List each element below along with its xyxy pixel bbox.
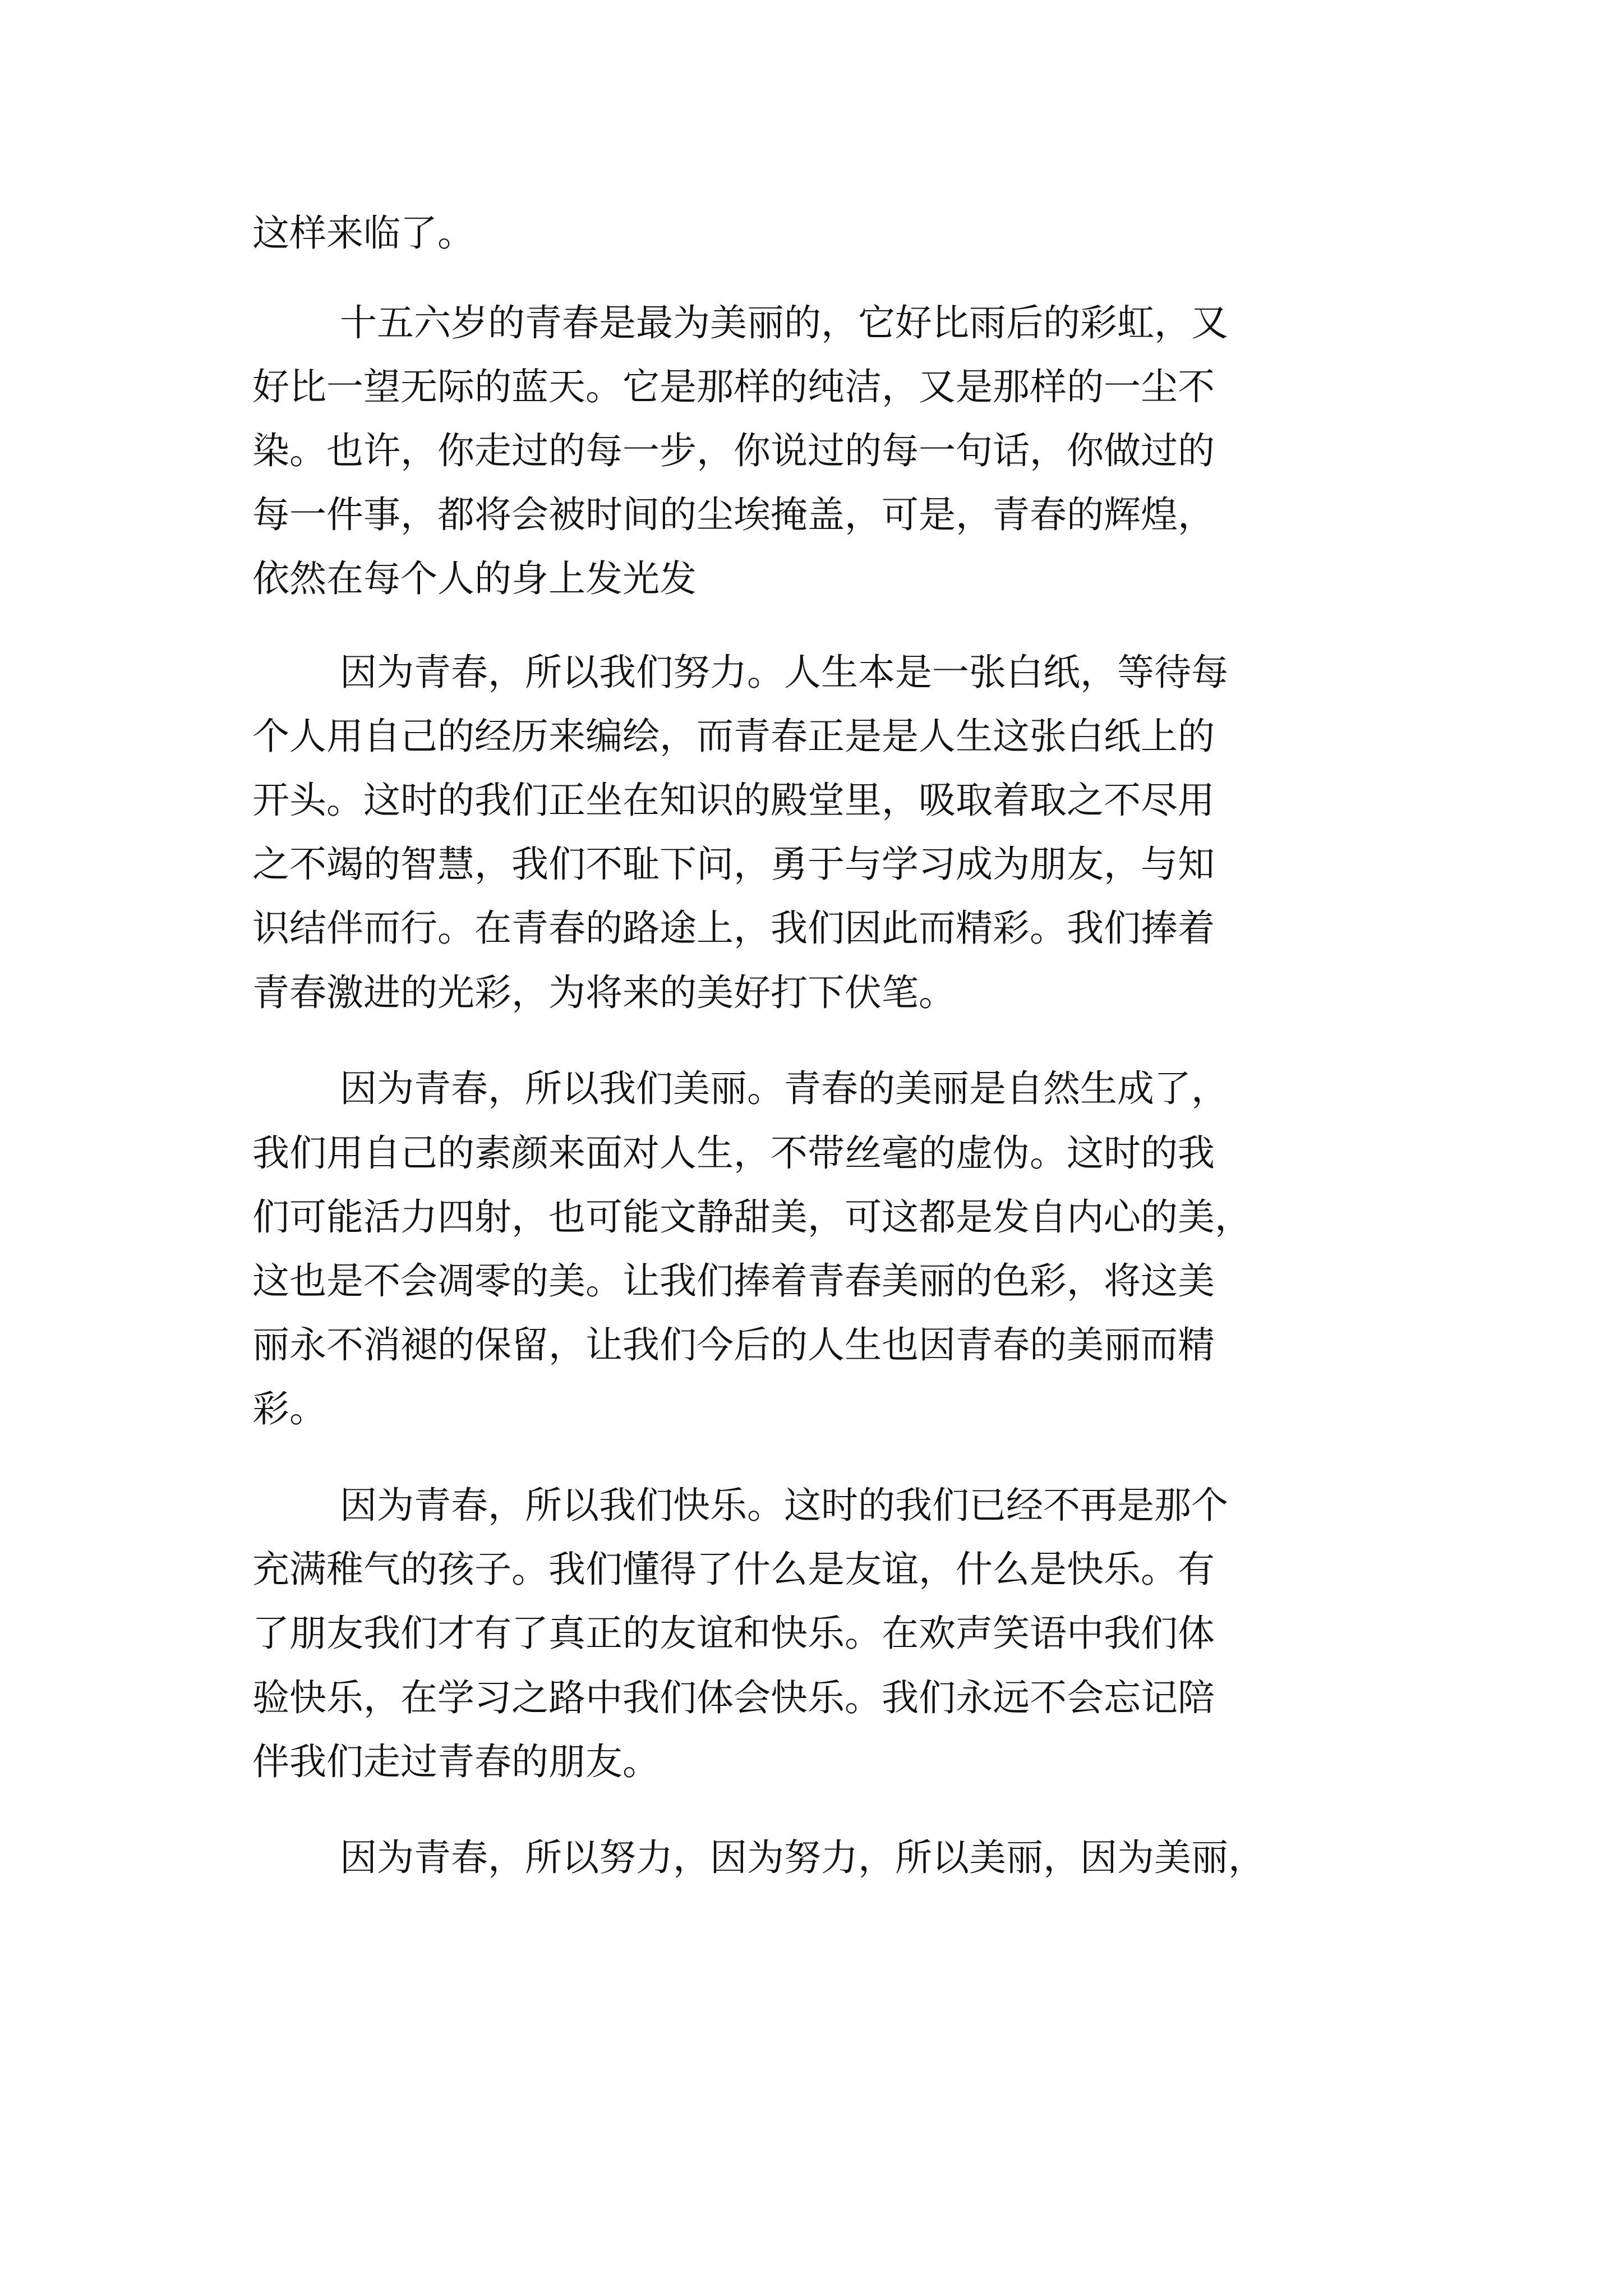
paragraph-first-line: 因为青春，所以努力，因为努力，所以美丽，因为美丽，: [340, 1836, 1265, 1879]
text-line: 每一件事，都将会被时间的尘埃掩盖，可是，青春的辉煌，: [252, 493, 1215, 536]
text-line: 青春激进的光彩，为将来的美好打下伏笔。: [252, 971, 956, 1014]
text-line: 个人用自己的经历来编绘，而青春正是是人生这张白纸上的: [252, 715, 1215, 758]
text-line: 开头。这时的我们正坐在知识的殿堂里，吸取着取之不尽用: [252, 779, 1215, 822]
text-line: 丽永不消褪的保留，让我们今后的人生也因青春的美丽而精: [252, 1323, 1215, 1366]
text-line: 们可能活力四射，也可能文静甜美，可这都是发自内心的美，: [252, 1195, 1252, 1239]
text-line: 之不竭的智慧，我们不耻下问，勇于与学习成为朋友，与知: [252, 843, 1215, 886]
text-line: 这也是不会凋零的美。让我们捧着青春美丽的色彩，将这美: [252, 1259, 1215, 1303]
paragraph-first-line: 因为青春，所以我们努力。人生本是一张白纸，等待每: [340, 651, 1228, 694]
text-line: 好比一望无际的蓝天。它是那样的纯洁，又是那样的一尘不: [252, 365, 1215, 408]
text-line: 充满稚气的孩子。我们懂得了什么是友谊，什么是快乐。有: [252, 1548, 1215, 1591]
text-line: 我们用自己的素颜来面对人生，不带丝毫的虚伪。这时的我: [252, 1131, 1215, 1175]
paragraph-first-line: 十五六岁的青春是最为美丽的，它好比雨后的彩虹，又: [340, 301, 1228, 344]
text-line: 彩。: [252, 1387, 326, 1430]
text-line: 依然在每个人的身上发光发: [252, 557, 697, 600]
text-line: 这样来临了。: [252, 211, 474, 255]
paragraph-first-line: 因为青春，所以我们美丽。青春的美丽是自然生成了，: [340, 1067, 1228, 1110]
text-line: 染。也许，你走过的每一步，你说过的每一句话，你做过的: [252, 429, 1215, 472]
paragraph-first-line: 因为青春，所以我们快乐。这时的我们已经不再是那个: [340, 1484, 1228, 1527]
text-line: 了朋友我们才有了真正的友谊和快乐。在欢声笑语中我们体: [252, 1612, 1215, 1655]
text-line: 伴我们走过青春的朋友。: [252, 1740, 660, 1783]
text-line: 识结伴而行。在青春的路途上，我们因此而精彩。我们捧着: [252, 907, 1215, 950]
text-line: 验快乐，在学习之路中我们体会快乐。我们永远不会忘记陪: [252, 1676, 1215, 1719]
